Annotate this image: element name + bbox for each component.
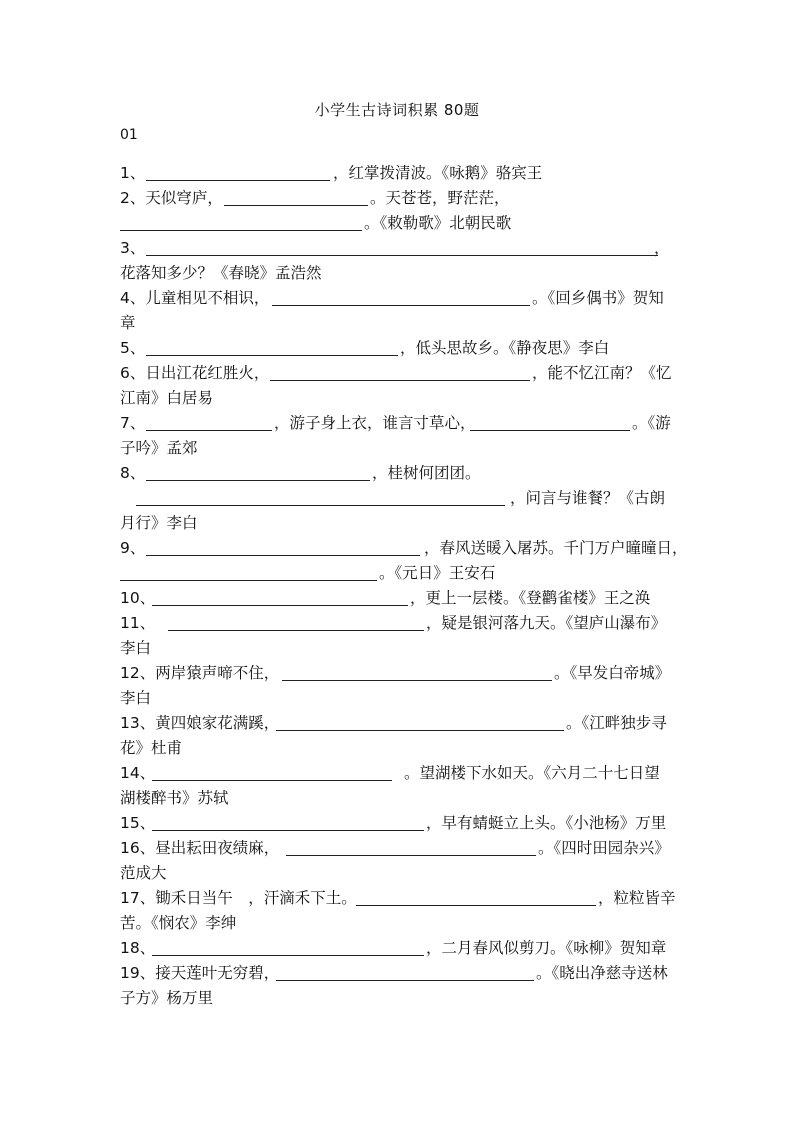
line-text: 3、: [120, 239, 146, 257]
line-text: 。《元日》王安石: [379, 564, 496, 582]
line-text: ，桂树何团团。: [372, 464, 481, 482]
line-text: 12、两岸猿声啼不住，: [120, 664, 280, 682]
line-text: 10、: [120, 589, 156, 607]
question-line: [0, 212, 794, 234]
line-text: ，早有蜻蜓立上头。《小池杨》万里: [426, 814, 667, 832]
line-text: ，游子身上衣，谁言寸草心，: [274, 414, 476, 432]
line-text: 14、: [120, 764, 156, 782]
line-text: 月行》李白: [120, 514, 198, 532]
line-text: 。《江畔独步寻: [566, 714, 667, 732]
line-text: 。《四时田园杂兴》: [538, 839, 670, 857]
answer-blank[interactable]: [286, 855, 536, 856]
line-text: 4、儿童相见不相识，: [120, 289, 270, 307]
question-line: [0, 362, 794, 384]
question-line: [0, 187, 794, 209]
document-title: 小学生古诗词积累 80题: [314, 101, 480, 119]
line-text: 2、天似穹庐，: [120, 189, 223, 207]
question-line: [0, 762, 794, 784]
answer-blank[interactable]: [470, 430, 630, 431]
line-text: 子吟》孟郊: [120, 439, 198, 457]
line-text: 13、黄四娘家花满蹊，: [120, 714, 280, 732]
answer-blank[interactable]: [146, 355, 398, 356]
line-text: 1、: [120, 164, 146, 182]
line-text: 8、: [120, 464, 146, 482]
line-text: 15、: [120, 814, 156, 832]
question-line: [0, 162, 794, 184]
answer-blank[interactable]: [146, 180, 330, 181]
question-line: [0, 962, 794, 984]
answer-blank[interactable]: [224, 205, 368, 206]
question-line: [0, 562, 794, 584]
answer-blank[interactable]: [120, 230, 362, 231]
line-text: ，更上一层楼。《登鹳雀楼》王之涣: [410, 589, 651, 607]
line-text: 。《早发白帝城》: [554, 664, 671, 682]
line-text: 苦。《悯农》李绅: [120, 914, 237, 932]
answer-blank[interactable]: [270, 380, 530, 381]
answer-blank[interactable]: [272, 305, 530, 306]
question-line: [0, 737, 794, 759]
line-text: ，红掌拨清波。《咏鹅》骆宾王: [333, 164, 543, 182]
line-text: 江南》白居易: [120, 389, 214, 407]
line-text: 17、锄禾日当午 ，汗滴禾下土。: [120, 889, 357, 907]
line-text: ，疑是银河落九天。《望庐山瀑布》: [426, 614, 667, 632]
question-line: [0, 837, 794, 859]
line-text: 范成大: [120, 864, 167, 882]
line-text: 章: [120, 314, 136, 332]
line-text: 18、: [120, 939, 156, 957]
answer-blank[interactable]: [276, 730, 564, 731]
answer-blank[interactable]: [120, 580, 377, 581]
line-text: 子方》杨万里: [120, 989, 214, 1007]
question-line: [0, 412, 794, 434]
question-line: [0, 862, 794, 884]
question-line: [0, 287, 794, 309]
line-text: ，问言与谁餐？《古朗: [510, 489, 666, 507]
question-line: [0, 312, 794, 334]
line-text: ，: [654, 239, 670, 257]
question-line: [0, 237, 794, 259]
answer-blank[interactable]: [146, 255, 658, 256]
line-text: 。望湖楼下水如天。《六月二十七日望: [404, 764, 660, 782]
line-text: 。《游: [632, 414, 671, 432]
line-text: ，能不忆江南？《忆: [532, 364, 672, 382]
question-line: [0, 787, 794, 809]
answer-blank[interactable]: [136, 505, 505, 506]
question-line: [0, 262, 794, 284]
answer-blank[interactable]: [152, 955, 424, 956]
question-line: [0, 937, 794, 959]
question-line: [0, 812, 794, 834]
question-line: [0, 337, 794, 359]
question-line: [0, 512, 794, 534]
question-line: [0, 912, 794, 934]
line-text: 9、: [120, 539, 146, 557]
line-text: ，春风送暖入屠苏。千门万户曈曈日，: [424, 539, 688, 557]
line-text: ，粒粒皆辛: [598, 889, 676, 907]
line-text: 11、: [120, 614, 156, 632]
answer-blank[interactable]: [146, 430, 272, 431]
answer-blank[interactable]: [356, 905, 596, 906]
line-text: 5、: [120, 339, 146, 357]
question-line: [0, 662, 794, 684]
question-line: [0, 587, 794, 609]
line-text: 。《回乡偶书》贺知: [532, 289, 664, 307]
answer-blank[interactable]: [276, 980, 534, 981]
answer-blank[interactable]: [146, 555, 420, 556]
question-line: [0, 462, 794, 484]
question-line: [0, 612, 794, 634]
line-text: 湖楼醉书》苏轼: [120, 789, 229, 807]
answer-blank[interactable]: [152, 830, 424, 831]
section-number: 01: [120, 127, 138, 143]
line-text: 19、接天莲叶无穷碧，: [120, 964, 280, 982]
question-line: [0, 637, 794, 659]
line-text: 。《晓出净慈寺送林: [536, 964, 668, 982]
question-line: [0, 687, 794, 709]
question-line: [0, 887, 794, 909]
line-text: 。《敕勒歌》北朝民歌: [364, 214, 512, 232]
answer-blank[interactable]: [146, 480, 370, 481]
line-text: 6、日出江花红胜火，: [120, 364, 270, 382]
question-line: [0, 712, 794, 734]
question-line: [0, 437, 794, 459]
question-line: [0, 387, 794, 409]
question-line: [0, 987, 794, 1009]
question-line: [0, 537, 794, 559]
line-text: 李白: [120, 639, 152, 657]
answer-blank[interactable]: [168, 630, 424, 631]
line-text: ，低头思故乡。《静夜思》李白: [400, 339, 610, 357]
line-text: ，二月春风似剪刀。《咏柳》贺知章: [426, 939, 667, 957]
answer-blank[interactable]: [152, 605, 408, 606]
line-text: 李白: [120, 689, 152, 707]
question-line: [0, 487, 794, 509]
line-text: 花落知多少？《春晓》孟浩然: [120, 264, 322, 282]
line-text: 16、昼出耘田夜绩麻，: [120, 839, 280, 857]
line-text: 花》杜甫: [120, 739, 183, 757]
answer-blank[interactable]: [152, 780, 392, 781]
answer-blank[interactable]: [282, 680, 552, 681]
line-text: 7、: [120, 414, 146, 432]
line-text: 。天苍苍，野茫茫，: [370, 189, 510, 207]
